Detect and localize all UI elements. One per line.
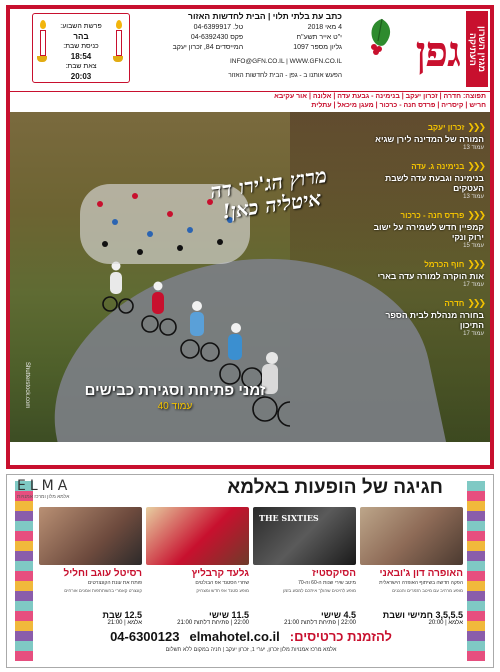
teaser-tag: חוף הכרמל	[424, 260, 465, 269]
fax-line: פקס 04-6392430	[190, 34, 244, 41]
show-time: 22:00 | פתיחת דלתות 21:00	[177, 620, 249, 626]
shabbat-entry-label: כניסת שבת:	[63, 43, 99, 50]
facebook-line[interactable]: הפעש אותנו ב - גפן - הבית לחדשות האזור	[228, 72, 342, 79]
cover-caption-text: זמני פתיחת וסגירת כבישים	[84, 382, 266, 399]
teaser-page: עמוד 13	[463, 145, 484, 151]
decorative-stripes-right	[467, 481, 485, 661]
elma-logo: ELMA	[17, 478, 72, 494]
teaser-item[interactable]	[368, 122, 484, 151]
shabbat-exit-time: 20:03	[70, 72, 92, 81]
show-time: אלמא | 21:00	[107, 620, 142, 626]
grape-leaf-icon	[364, 15, 400, 55]
shabbat-entry-time: 18:54	[70, 52, 92, 61]
issue-date: 4 מאי 2018	[307, 24, 342, 31]
teaser-item[interactable]	[368, 298, 484, 337]
logo-vertical-text: מגזין השרון העתיקה	[466, 11, 488, 87]
ad-note: אלמא מרכז אמנויות מלון זכרון, יערי 1, זכרון יעקב | חניה במקום ללא תשלום	[165, 647, 337, 653]
candle-icon	[115, 20, 123, 64]
elma-logo-subtitle: אלמא מלון ומרכז אמנויות	[17, 494, 70, 500]
show-description: מופע להיטים שהולך איתכם למסע בזמן	[283, 588, 356, 593]
teaser-title: בנימינה וגבעת עדה לשבת העטקים	[385, 173, 484, 193]
show-card[interactable]	[253, 507, 356, 627]
teaser-page: עמוד 17	[463, 331, 484, 337]
show-date: 11.5 שישי	[209, 610, 249, 620]
logo-word: גפן	[415, 27, 460, 76]
show-card[interactable]	[360, 507, 463, 627]
decorative-stripes-left	[15, 481, 33, 661]
cover-headline[interactable]: מרוץ הג'ירו דה איטליה כאן!	[208, 163, 329, 224]
elma-advertisement[interactable]	[6, 474, 494, 668]
cover-photo[interactable]	[10, 112, 490, 442]
masthead-info	[152, 11, 342, 87]
candle-icon	[39, 20, 47, 64]
web-contact-link[interactable]: INFO@GFN.CO.IL | WWW.GFN.CO.IL	[229, 58, 342, 65]
teaser-page: עמוד 17	[463, 282, 484, 288]
show-subtitle: שחרי הסטנד אפ הבולטים	[195, 580, 249, 586]
contact-info	[152, 23, 243, 53]
teaser-tag: חדרה	[444, 299, 465, 308]
teaser-tag: פרדס חנה - כרכור	[400, 211, 465, 220]
teaser-tag: בנימינה ג. עדה	[411, 162, 465, 171]
show-subtitle: הפקה חדשה בשיתוף האופרה הישראלית	[379, 580, 463, 586]
double-chevron-icon: ❮❮❮	[467, 298, 484, 308]
double-chevron-icon: ❮❮❮	[467, 210, 484, 220]
show-name: הסיקסטיז	[312, 568, 356, 579]
show-time: 22:00 | פתיחת דלתות 21:00	[284, 620, 356, 626]
show-image: THE SIXTIES	[253, 507, 356, 565]
cover-caption-page: עמוד 40	[157, 401, 193, 412]
teasers-column	[368, 122, 484, 347]
show-description: מופע מרהיב עם מיטב הזמרים והנגנים	[392, 588, 463, 593]
double-chevron-icon: ❮❮❮	[467, 259, 484, 269]
phone-number[interactable]: 04-6300123	[110, 629, 180, 644]
distribution-line-1: תפוצה: חדרה | זכרון יעקב | בנימינה - גבעת עדה | אלונה | אור עקיבא	[274, 93, 486, 100]
issue-hebrew-date: י"ט אייר תשע"ח	[296, 34, 342, 41]
show-card[interactable]	[39, 507, 142, 627]
phone-line: טל. 04-6399917	[193, 24, 244, 31]
double-chevron-icon: ❮❮❮	[467, 122, 484, 132]
show-date: 12.5 שבת	[102, 610, 142, 620]
cover-caption[interactable]	[80, 382, 270, 412]
teaser-item[interactable]	[368, 161, 484, 200]
shows-list	[39, 507, 463, 627]
teaser-page: עמוד 15	[463, 243, 484, 249]
website-link[interactable]: elmahotel.co.il	[189, 629, 280, 644]
show-name: האופרה דון ג'ובאני	[379, 568, 463, 579]
issue-info	[251, 23, 342, 53]
teaser-title: קמפיין חדש לשמירה על ישוב ירוק ונקי	[373, 222, 484, 242]
logo[interactable]	[354, 9, 490, 89]
show-name: גלעד קרבליץ	[191, 568, 249, 579]
show-image	[146, 507, 249, 565]
teaser-page: עמוד 13	[463, 194, 484, 200]
ad-title: חגיגה של הופעות באלמא	[227, 477, 443, 498]
shabbat-times-box	[32, 13, 130, 83]
teaser-title: המורה של המדינה לירן שגיא	[375, 134, 484, 144]
distribution-line-2: חריש | קיסריה | פרדס חנה - כרכור | מעגן מיכאל | עתלית	[311, 102, 486, 109]
distribution-bar	[10, 91, 490, 109]
parasha-name: בהר	[73, 32, 89, 41]
show-card[interactable]	[146, 507, 249, 627]
address-line: המייסדים 84, זכרון יעקב	[172, 44, 244, 51]
show-subtitle: פותח את עונת הקונצרטים	[87, 580, 142, 586]
ad-footer	[39, 629, 463, 665]
masthead	[10, 9, 490, 89]
show-name: רסיטל עוגב וחליל	[63, 568, 142, 579]
teaser-tag: זכרון יעקב	[427, 123, 465, 132]
teaser-item[interactable]	[368, 259, 484, 288]
shabbat-exit-label: צאת שבת:	[65, 63, 97, 70]
teaser-title: בחורה מנהלת לבית הספר התיכון	[385, 310, 484, 330]
show-image	[360, 507, 463, 565]
show-description: קונצרט קאמרי בהשתתפות אמנים אורחים	[64, 588, 142, 593]
show-subtitle: מיטב שירי שנות ה-60 וה-70	[298, 580, 356, 586]
teaser-title: אות הוקרה למורה עדה בארי	[377, 271, 484, 281]
double-chevron-icon: ❮❮❮	[467, 161, 484, 171]
show-date: 4.5 שישי	[321, 610, 356, 620]
ad-header	[7, 475, 493, 503]
issue-number: גליון מספר 1097	[293, 44, 342, 51]
show-time: אלמא | 20:00	[428, 620, 463, 626]
teaser-item[interactable]	[368, 210, 484, 249]
tickets-label: להזמנת כרטיסים:	[289, 629, 392, 644]
masthead-tagline: כתב עת בלתי תלוי | הבית לחדשות האזור	[188, 11, 342, 21]
photo-credit: Shutterstock.com	[24, 362, 30, 409]
parasha-label: פרשת השבוע:	[60, 23, 102, 30]
show-description: מופע סטנד אפ חדש ומצחיק	[196, 588, 249, 593]
show-image	[39, 507, 142, 565]
show-date: 3,5,5.5 חמישי ושבת	[382, 610, 463, 620]
